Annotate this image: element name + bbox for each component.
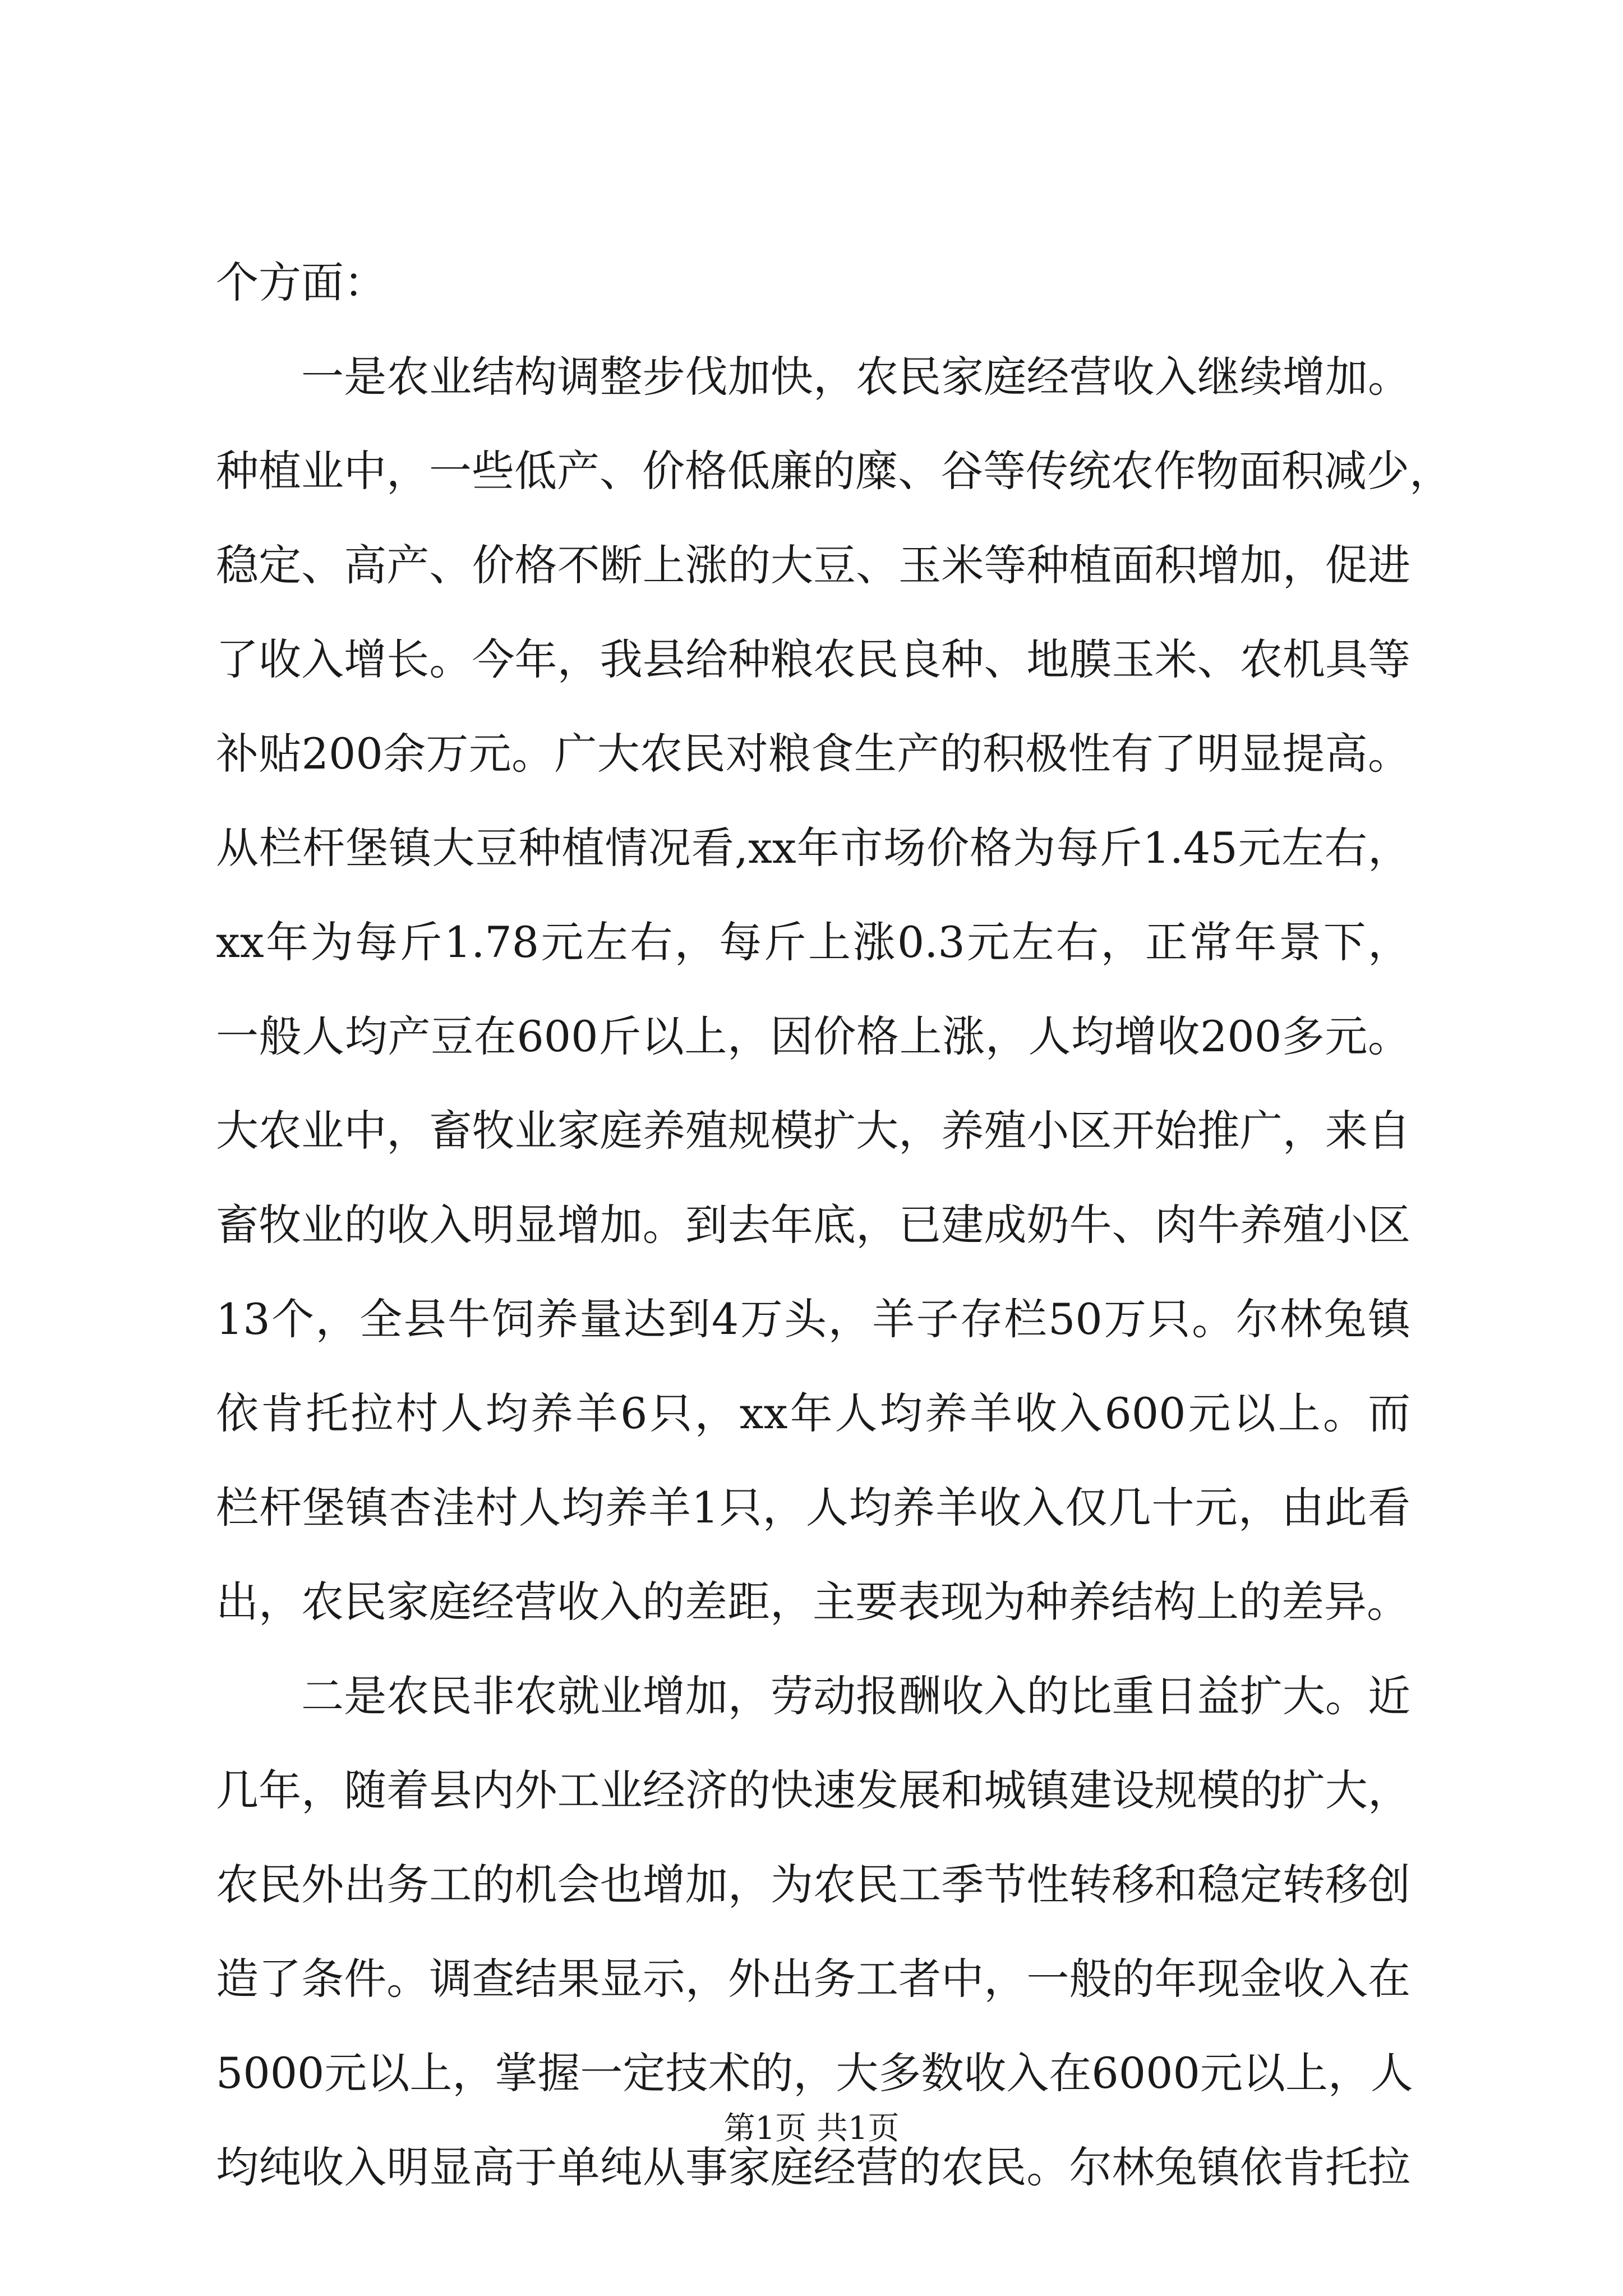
- text-line: 个方面：: [216, 257, 386, 307]
- text-line: 了收入增长。今年，我县给种粮农民良种、地膜玉米、农机具等: [216, 634, 1410, 684]
- text-line: 农民外出务工的机会也增加，为农民工季节性转移和稳定转移创: [216, 1860, 1410, 1910]
- text-line: 从栏杆堡镇大豆种植情况看,xx年市场价格为每斤1.45元左右，: [216, 823, 1410, 873]
- text-line: 栏杆堡镇杏洼村人均养羊1只，人均养羊收入仅几十元，由此看: [216, 1483, 1410, 1533]
- page-footer: 第1页 共1页: [723, 2110, 900, 2147]
- text-line: 种植业中，一些低产、价格低廉的糜、谷等传统农作物面积减少，: [216, 446, 1452, 496]
- text-line: xx年为每斤1.78元左右，每斤上涨0.3元左右，正常年景下，: [216, 917, 1410, 967]
- text-line: 几年，随着县内外工业经济的快速发展和城镇建设规模的扩大，: [216, 1765, 1410, 1815]
- text-line: 稳定、高产、价格不断上涨的大豆、玉米等种植面积增加，促进: [216, 540, 1410, 590]
- paragraph-start-line: 二是农民非农就业增加，劳动报酬收入的比重日益扩大。近: [301, 1671, 1410, 1721]
- text-line: 5000元以上，掌握一定技术的，大多数收入在6000元以上，人: [216, 2048, 1413, 2098]
- body-text: [216, 236, 1452, 2215]
- text-line: 畜牧业的收入明显增加。到去年底，已建成奶牛、肉牛养殖小区: [216, 1200, 1410, 1250]
- text-line: 出，农民家庭经营收入的差距，主要表现为种养结构上的差异。: [216, 1577, 1409, 1627]
- text-line: 均纯收入明显高于单纯从事家庭经营的农民。尔林兔镇依肯托拉: [216, 2142, 1410, 2192]
- text-line: 13个，全县牛饲养量达到4万头，羊子存栏50万只。尔林兔镇: [216, 1294, 1410, 1344]
- text-line: 大农业中，畜牧业家庭养殖规模扩大，养殖小区开始推广，来自: [216, 1106, 1410, 1156]
- text-line: 依肯托拉村人均养羊6只，xx年人均养羊收入600元以上。而: [216, 1388, 1410, 1438]
- paragraph-start-line: 一是农业结构调整步伐加快，农民家庭经营收入继续增加。: [301, 352, 1410, 402]
- text-line: 补贴200余万元。广大农民对粮食生产的积极性有了明显提高。: [216, 729, 1410, 779]
- text-line: 一般人均产豆在600斤以上，因价格上涨，人均增收200多元。: [216, 1011, 1410, 1061]
- text-line: 造了条件。调查结果显示，外出务工者中，一般的年现金收入在: [216, 1954, 1410, 2004]
